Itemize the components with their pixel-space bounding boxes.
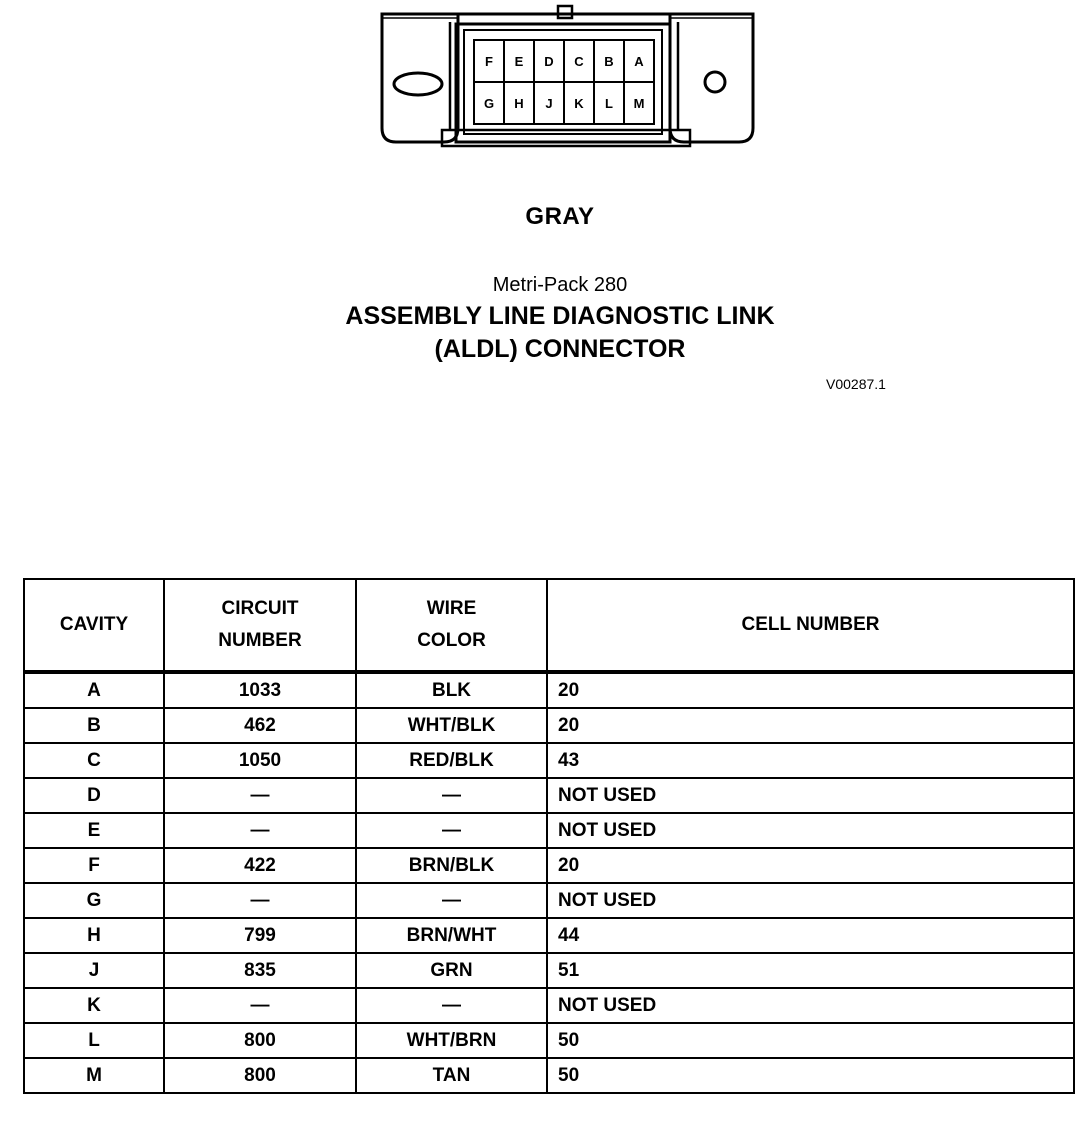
cavity-cell: H xyxy=(24,918,164,953)
aldl-connector-drawing xyxy=(370,0,770,160)
cavity-label-b: B xyxy=(604,54,614,69)
table-row xyxy=(24,883,1074,918)
table-row xyxy=(24,813,1074,848)
cell-number-cell: NOT USED xyxy=(547,813,1074,848)
mounting-slot-icon xyxy=(394,73,442,95)
table-header-row xyxy=(24,579,1074,672)
header-circuit-line2: NUMBER xyxy=(218,630,302,651)
cavity-label-l: L xyxy=(605,96,613,111)
table-row xyxy=(24,848,1074,883)
cell-number-cell: 20 xyxy=(547,672,1074,708)
header-circuit-number xyxy=(164,579,356,672)
cavity-label-c: C xyxy=(574,54,584,69)
cavity-label-f: F xyxy=(485,54,493,69)
cavity-label-g: G xyxy=(483,96,495,111)
latch-tab xyxy=(558,6,572,18)
header-wire-line1: WIRE xyxy=(426,598,477,619)
circuit-number-cell: 1033 xyxy=(164,672,356,708)
table-row xyxy=(24,743,1074,778)
wire-color-cell: TAN xyxy=(356,1058,547,1093)
cell-number-cell: 50 xyxy=(547,1023,1074,1058)
cavity-cell: L xyxy=(24,1023,164,1058)
wire-color-cell: — xyxy=(356,813,547,848)
wire-color-cell: BRN/WHT xyxy=(356,918,547,953)
figure-reference-code: V00287.1 xyxy=(826,376,886,392)
cell-number-cell: 44 xyxy=(547,918,1074,953)
table-row xyxy=(24,953,1074,988)
cavity-cell: K xyxy=(24,988,164,1023)
circuit-number-cell: — xyxy=(164,883,356,918)
circuit-number-cell: — xyxy=(164,813,356,848)
cell-number-cell: 20 xyxy=(547,708,1074,743)
circuit-number-cell: 800 xyxy=(164,1058,356,1093)
cavity-cell: J xyxy=(24,953,164,988)
wire-color-cell: WHT/BLK xyxy=(356,708,547,743)
wire-color-cell: RED/BLK xyxy=(356,743,547,778)
circuit-number-cell: 800 xyxy=(164,1023,356,1058)
cavity-cell: B xyxy=(24,708,164,743)
circuit-number-cell: 422 xyxy=(164,848,356,883)
cavity-cell: D xyxy=(24,778,164,813)
table-row xyxy=(24,672,1074,708)
header-cell-number: CELL NUMBER xyxy=(547,579,1074,672)
cell-number-cell: NOT USED xyxy=(547,778,1074,813)
table-row xyxy=(24,918,1074,953)
header-wire-line2: COLOR xyxy=(417,630,486,651)
connector-title-line2: (ALDL) CONNECTOR xyxy=(434,335,686,363)
cavity-label-e: E xyxy=(514,54,524,69)
cavity-cell: A xyxy=(24,672,164,708)
connector-housing xyxy=(382,14,458,142)
cell-number-cell: 51 xyxy=(547,953,1074,988)
table-row xyxy=(24,778,1074,813)
circuit-number-cell: 462 xyxy=(164,708,356,743)
table-row xyxy=(24,988,1074,1023)
wire-color-cell: BRN/BLK xyxy=(356,848,547,883)
header-wire-color xyxy=(356,579,547,672)
cavity-label-j: J xyxy=(545,96,553,111)
header-cavity: CAVITY xyxy=(24,579,164,672)
cell-number-cell: 20 xyxy=(547,848,1074,883)
mounting-hole-icon xyxy=(705,72,725,92)
wire-color-cell: — xyxy=(356,988,547,1023)
circuit-number-cell: — xyxy=(164,988,356,1023)
cavity-cell: G xyxy=(24,883,164,918)
cavity-label-a: A xyxy=(634,54,644,69)
wire-color-cell: — xyxy=(356,883,547,918)
cavity-cell: C xyxy=(24,743,164,778)
cavity-grid xyxy=(474,40,654,124)
wire-color-cell: WHT/BRN xyxy=(356,1023,547,1058)
connector-series-label: Metri-Pack 280 xyxy=(492,274,628,296)
table-row xyxy=(24,1058,1074,1093)
connector-title-line1: ASSEMBLY LINE DIAGNOSTIC LINK xyxy=(345,302,775,330)
circuit-number-cell: 799 xyxy=(164,918,356,953)
table-row xyxy=(24,1023,1074,1058)
cavity-label-m: M xyxy=(633,96,645,111)
cell-number-cell: 50 xyxy=(547,1058,1074,1093)
cell-number-cell: NOT USED xyxy=(547,988,1074,1023)
cavity-cell: E xyxy=(24,813,164,848)
cavity-label-d: D xyxy=(544,54,554,69)
table-row xyxy=(24,708,1074,743)
connector-housing-right xyxy=(670,14,753,142)
cavity-cell: F xyxy=(24,848,164,883)
wire-color-cell: — xyxy=(356,778,547,813)
cavity-label-h: H xyxy=(514,96,524,111)
header-circuit-line1: CIRCUIT xyxy=(221,598,299,619)
pinout-table-body xyxy=(24,672,1074,1093)
wire-color-cell: BLK xyxy=(356,672,547,708)
cell-number-cell: NOT USED xyxy=(547,883,1074,918)
cell-number-cell: 43 xyxy=(547,743,1074,778)
connector-color-label: GRAY xyxy=(525,203,595,230)
circuit-number-cell: — xyxy=(164,778,356,813)
cavity-label-k: K xyxy=(574,96,584,111)
circuit-number-cell: 835 xyxy=(164,953,356,988)
wire-color-cell: GRN xyxy=(356,953,547,988)
circuit-number-cell: 1050 xyxy=(164,743,356,778)
cavity-cell: M xyxy=(24,1058,164,1093)
pinout-table xyxy=(23,578,1075,1094)
